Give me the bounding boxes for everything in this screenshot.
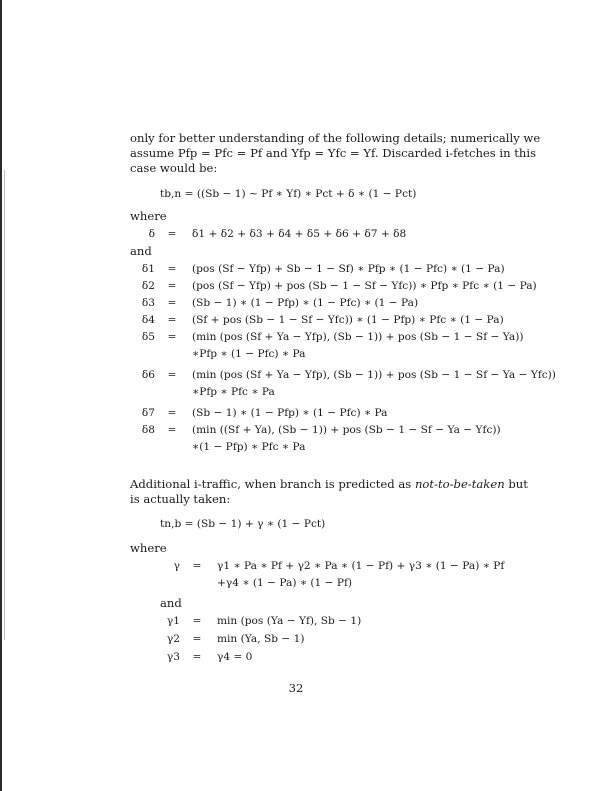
delta-3-lhs: δ3 xyxy=(141,297,155,309)
and-label-1: and xyxy=(130,244,152,258)
delta-7-lhs: δ7 xyxy=(141,407,155,419)
delta-7-rhs: (Sb − 1) ∗ (1 − Pfp) ∗ (1 − Pfc) ∗ Pa xyxy=(192,407,388,419)
and-label-2: and xyxy=(160,596,182,610)
delta-5-rhs-cont: ∗Pfp ∗ (1 − Pfc) ∗ Pa xyxy=(192,348,306,360)
where-label-2: where xyxy=(130,541,167,555)
delta-5-rel: = xyxy=(167,331,177,343)
delta-5-rhs: (min (pos (Sf + Ya − Yfp), (Sb − 1)) + pos (Sb − 1 − Sf − Ya)) xyxy=(192,331,524,343)
page-number: 32 xyxy=(288,681,304,695)
delta-4-lhs: δ4 xyxy=(141,314,155,326)
intro-line-3: case would be: xyxy=(130,161,218,175)
gamma-3-rel: = xyxy=(192,651,202,663)
delta-6-rel: = xyxy=(167,369,177,381)
delta-1-rel: = xyxy=(167,263,177,275)
scan-shadow xyxy=(4,170,5,640)
additional-line-2: is actually taken: xyxy=(130,492,231,506)
gamma-1-rel: = xyxy=(192,615,202,627)
delta-7-rel: = xyxy=(167,407,177,419)
delta-8-rel: = xyxy=(167,424,177,436)
gamma-3-lhs: γ3 xyxy=(166,651,180,663)
binding-edge xyxy=(0,0,2,791)
where-label-1: where xyxy=(130,209,167,223)
delta-6-rhs-cont: ∗Pfp ∗ Pfc ∗ Pa xyxy=(192,386,275,398)
gamma-lhs: γ xyxy=(173,560,180,572)
delta-4-rhs: (Sf + pos (Sb − 1 − Sf − Yfc)) ∗ (1 − Pfp) ∗ Pfc ∗ (1 − Pa) xyxy=(192,314,504,326)
gamma-2-rel: = xyxy=(192,633,202,645)
delta-rel: = xyxy=(167,228,177,240)
delta-5-lhs: δ5 xyxy=(141,331,155,343)
delta-8-lhs: δ8 xyxy=(141,424,155,436)
gamma-3-rhs: γ4 = 0 xyxy=(217,651,253,663)
delta-3-rhs: (Sb − 1) ∗ (1 − Pfp) ∗ (1 − Pfc) ∗ (1 − Pa) xyxy=(192,297,419,309)
gamma-rhs: γ1 ∗ Pa ∗ Pf + γ2 ∗ Pa ∗ (1 − Pf) + γ3 ∗ (1 − Pa) ∗ Pf xyxy=(217,560,505,572)
equation-tnb: tn,b = (Sb − 1) + γ ∗ (1 − Pct) xyxy=(160,518,326,530)
gamma-1-lhs: γ1 xyxy=(166,615,180,627)
additional-line-1: Additional i-traffic, when branch is predicted as not-to-be-taken but xyxy=(130,477,528,491)
intro-line-1: only for better understanding of the following details; numerically we xyxy=(130,131,541,145)
delta-2-rhs: (pos (Sf − Yfp) + pos (Sb − 1 − Sf − Yfc)) ∗ Pfp ∗ Pfc ∗ (1 − Pa) xyxy=(192,280,537,292)
delta-8-rhs-cont: ∗(1 − Pfp) ∗ Pfc ∗ Pa xyxy=(192,441,306,453)
gamma-2-lhs: γ2 xyxy=(166,633,180,645)
delta-2-lhs: δ2 xyxy=(141,280,155,292)
delta-6-rhs: (min (pos (Sf + Ya − Yfp), (Sb − 1)) + pos (Sb − 1 − Sf − Ya − Yfc)) xyxy=(192,369,556,381)
delta-4-rel: = xyxy=(167,314,177,326)
emphasis-not-to-be-taken: not-to-be-taken xyxy=(414,477,505,491)
equation-tbn: tb,n = ((Sb − 1) ∼ Pf ∗ Yf) ∗ Pct + δ ∗ (1 − Pct) xyxy=(160,188,417,200)
delta-2-rel: = xyxy=(167,280,177,292)
intro-line-2: assume Pfp = Pfc = Pf and Yfp = Yfc = Yf. Discarded i-fetches in this xyxy=(130,146,537,160)
delta-1-rhs: (pos (Sf − Yfp) + Sb − 1 − Sf) ∗ Pfp ∗ (1 − Pfc) ∗ (1 − Pa) xyxy=(192,263,505,275)
gamma-2-rhs: min (Ya, Sb − 1) xyxy=(217,633,305,645)
gamma-rhs-cont: +γ4 ∗ (1 − Pa) ∗ (1 − Pf) xyxy=(217,577,353,589)
delta-3-rel: = xyxy=(167,297,177,309)
delta-1-lhs: δ1 xyxy=(141,263,155,275)
gamma-1-rhs: min (pos (Ya − Yf), Sb − 1) xyxy=(217,615,362,627)
delta-6-lhs: δ6 xyxy=(141,369,155,381)
delta-8-rhs: (min ((Sf + Ya), (Sb − 1)) + pos (Sb − 1 − Sf − Ya − Yfc)) xyxy=(192,424,501,436)
gamma-rel: = xyxy=(192,560,202,572)
delta-lhs: δ xyxy=(148,228,155,240)
delta-rhs: δ1 + δ2 + δ3 + δ4 + δ5 + δ6 + δ7 + δ8 xyxy=(192,228,407,240)
